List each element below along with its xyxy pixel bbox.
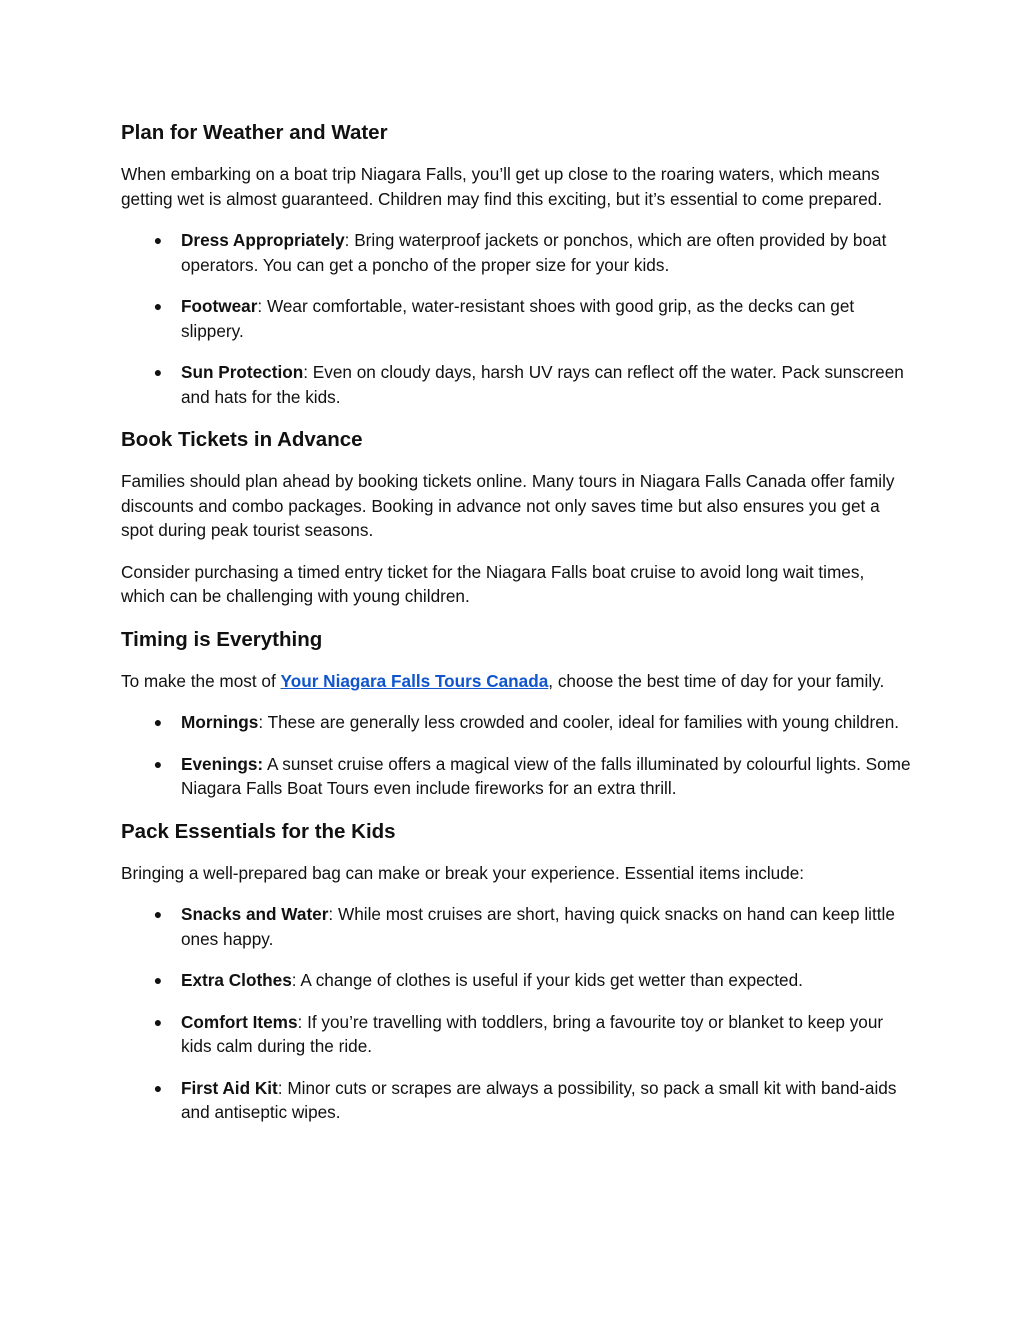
intro-text-after: , choose the best time of day for your family. xyxy=(548,670,885,691)
bullet-icon: ● xyxy=(153,1013,163,1030)
paragraph-tickets-2: Consider purchasing a timed entry ticket for the Niagara Falls boat cruise to avoid long wait times, which can be challenging with young children. xyxy=(121,561,865,606)
list-item-term: Evenings: xyxy=(181,753,264,774)
list-essentials xyxy=(121,902,911,1125)
section-heading-essentials: Pack Essentials for the Kids xyxy=(121,819,396,843)
list-item-term: Snacks and Water xyxy=(181,904,329,924)
list-item-text: : Minor cuts or scrapes are always a possibility, so pack a small kit with band-aids and antiseptic wipes. xyxy=(181,1077,897,1122)
list-item xyxy=(121,228,911,277)
list-item-text: : If you’re travelling with toddlers, bring a favourite toy or blanket to keep your kids calm during the ride. xyxy=(181,1011,884,1056)
section-heading-weather: Plan for Weather and Water xyxy=(121,121,388,144)
paragraph-essentials-intro: Bringing a well-prepared bag can make or break your experience. Essential items include: xyxy=(121,862,805,883)
list-item-term: Dress Appropriately xyxy=(181,230,345,250)
paragraph-weather-intro: When embarking on a boat trip Niagara Falls, you’ll get up close to the roaring waters, which means getting wet is almost guaranteed. Children may find this exciting, but it’s essential to come prepared. xyxy=(121,164,883,209)
list-item-term: Mornings xyxy=(181,712,259,732)
list-item xyxy=(121,360,911,409)
list-item-text: : Wear comfortable, water-resistant shoes with good grip, as the decks can get slippery. xyxy=(181,296,855,341)
list-item-text: : These are generally less crowded and cooler, ideal for families with young children. xyxy=(258,712,900,732)
list-item-text: A sunset cruise offers a magical view of the falls illuminated by colourful lights. Some Niagara Falls Boat Tours even include fireworks for an extra thrill. xyxy=(181,753,911,798)
list-item xyxy=(121,902,911,951)
section-heading-tickets: Book Tickets in Advance xyxy=(121,428,363,451)
list-item xyxy=(121,1076,911,1125)
bullet-icon: ● xyxy=(153,972,163,988)
list-item-text: : While most cruises are short, having quick snacks on hand can keep little ones happy. xyxy=(181,904,895,949)
list-item xyxy=(121,752,911,801)
list-item xyxy=(121,710,911,735)
paragraph-timing-intro xyxy=(121,669,911,694)
list-item-text: : Bring waterproof jackets or ponchos, which are often provided by boat operators. You can get a poncho of the proper size for your kids. xyxy=(181,230,887,275)
list-item xyxy=(121,1010,911,1059)
list-item-text: : A change of clothes is useful if your kids get wetter than expected. xyxy=(291,970,803,990)
list-timing-tips xyxy=(121,710,911,801)
bullet-icon: ● xyxy=(153,1079,163,1096)
bullet-icon: ● xyxy=(153,714,163,730)
list-item-term: Extra Clothes xyxy=(181,970,292,990)
list-weather-tips xyxy=(121,228,911,409)
list-item-term: Footwear xyxy=(181,296,258,316)
list-item xyxy=(121,294,911,343)
tours-canada-link[interactable]: Your Niagara Falls Tours Canada xyxy=(280,670,549,691)
bullet-icon: ● xyxy=(153,232,163,248)
paragraph-tickets-1: Families should plan ahead by booking tickets online. Many tours in Niagara Falls Canada offer family discounts and combo packages. Booking in advance not only saves time but also ensures you get a spot during peak tourist seasons. xyxy=(121,471,895,540)
bullet-icon: ● xyxy=(153,755,163,772)
document-page xyxy=(121,118,911,1125)
list-item-term: First Aid Kit xyxy=(181,1077,278,1098)
list-item-term: Sun Protection xyxy=(181,362,304,382)
intro-text-before: To make the most of xyxy=(121,670,281,691)
section-heading-timing: Timing is Everything xyxy=(121,627,323,651)
bullet-icon: ● xyxy=(153,906,163,922)
list-item-text: : Even on cloudy days, harsh UV rays can reflect off the water. Pack sunscreen and hats for the kids. xyxy=(181,362,904,407)
bullet-icon: ● xyxy=(153,298,163,314)
bullet-icon: ● xyxy=(153,364,163,380)
list-item xyxy=(121,968,911,993)
list-item-term: Comfort Items xyxy=(181,1011,298,1032)
